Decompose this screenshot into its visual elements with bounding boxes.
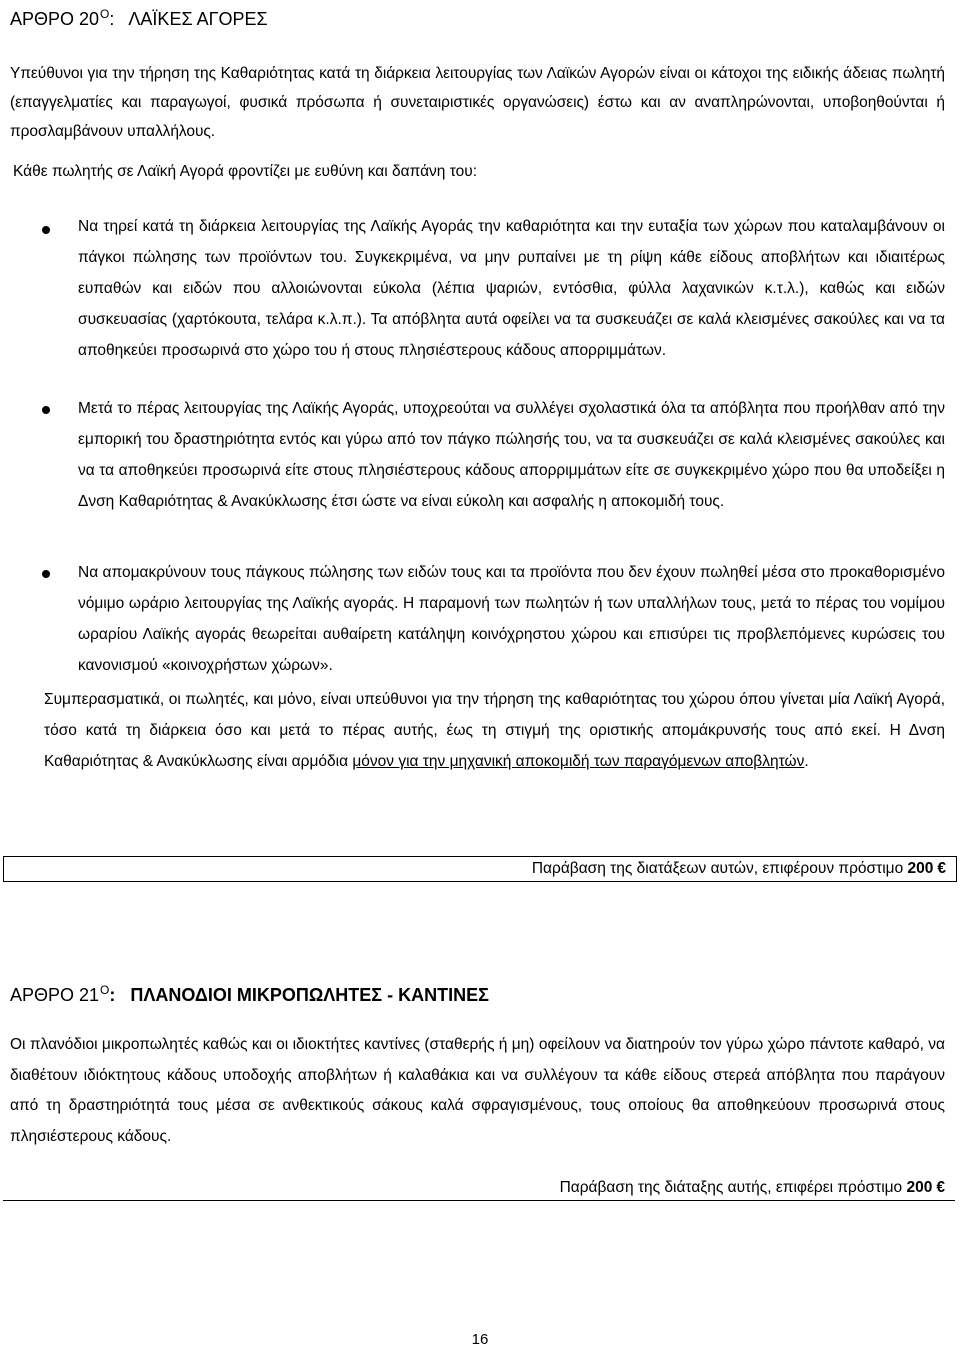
bullet-item-3: Να απομακρύνουν τους πάγκους πώλησης των ειδών τους και τα προϊόντα που δεν έχουν πωληθεί μέσα στο προκαθορισμένο νόμιμο ωράριο λειτουργίας της Λαϊκής αγοράς. Η παραμονή των πωλητών ή των υπαλλήλων τους, μετά το πέρας του νομίμου ωραρίου Λαϊκής αγοράς θεωρείται αυθαίρετη κατάληψη κοινόχρηστου χώρου και επισύρει τις προβλεπόμενες κυρώσεις του κανονισμού «κοινοχρήστων χώρων».	[78, 564, 945, 674]
article-20-intro: Υπεύθυνοι για την τήρηση της Καθαριότητας κατά τη διάρκεια λειτουργίας των Λαϊκών Αγορών είναι οι κάτοχοι της ειδικής άδειας πωλητή (επαγγελματίες και παραγωγοί, φυσικά πρόσωπα ή συνεταιριστικές οργανώσεις) έστω και αν αναπληρώνονται, υποβοηθούνται ή προσλαμβάνουν υπαλλήλους.	[10, 65, 945, 140]
article-20-ordinal: Ο	[100, 7, 110, 21]
bullet-dot-icon	[42, 406, 50, 414]
bullet-item-1: Να τηρεί κατά τη διάρκεια λειτουργίας της Λαϊκής Αγοράς την καθαριότητα και την ευταξία των χώρων που καταλαμβάνουν οι πάγκοι πώλησης των προϊόντων του. Συγκεκριμένα, να μην ρυπαίνει με τη ρίψη κάθε είδους αποβλήτων και ιδιαιτέρως ευπαθών και ειδών που αλλοιώνονται εύκολα (λέπια ψαριών, εντόσθια, φύλλα λαχανικών κ.τ.λ.), καθώς και ειδών συσκευασίας (χαρτόκουτα, τελάρα κ.λ.π.). Τα απόβλητα αυτά οφείλει να τα συσκευάζει σε καλά κλεισμένες σακούλες και να τα αποθηκεύει προσωρινά στο χώρο του ή στους πλησιέστερους κάδους απορριμμάτων.	[78, 218, 945, 359]
article-20-lead: Κάθε πωλητής σε Λαϊκή Αγορά φροντίζει με ευθύνη και δαπάνη του:	[13, 163, 478, 180]
euro-icon: €	[936, 1179, 945, 1196]
article-21-number: ΑΡΘΡΟ 21	[10, 985, 100, 1005]
article-21-ordinal: Ο	[100, 983, 110, 997]
article-21-heading	[10, 979, 489, 1006]
article-20-title: : ΛΑΪΚΕΣ ΑΓΟΡΕΣ	[109, 9, 268, 29]
euro-icon: €	[937, 860, 946, 877]
article-20-penalty	[3, 856, 957, 882]
article-20-heading	[10, 3, 268, 30]
summary-end: .	[804, 753, 809, 770]
article-20-number: ΑΡΘΡΟ 20	[10, 9, 100, 29]
bullet-dot-icon	[42, 226, 50, 234]
article-21-title: : ΠΛΑΝΟΔΙΟΙ ΜΙΚΡΟΠΩΛΗΤΕΣ - ΚΑΝΤΙΝΕΣ	[109, 985, 489, 1005]
penalty-amount: 200	[906, 1179, 933, 1196]
bullet-dot-icon	[42, 570, 50, 578]
bullet-item-2: Μετά το πέρας λειτουργίας της Λαϊκής Αγοράς, υποχρεούται να συλλέγει σχολαστικά όλα τα απόβλητα που προήλθαν από την εμπορική του δραστηριότητα εντός και γύρω από τον πάγκο πώλησής του, να τα συσκευάζει σε καλά κλεισμένες σακούλες και να τα αποθηκεύει προσωρινά είτε στους πλησιέστερους κάδους απορριμμάτων είτε σε συγκεκριμένο χώρο που θα υποδείξει η Δνση Καθαριότητας & Ανακύκλωσης έτσι ώστε να είναι εύκολη και ασφαλής η αποκομιδή τους.	[78, 400, 945, 510]
summary-text: Συμπερασματικά, οι πωλητές, και μόνο, είναι υπεύθυνοι για την τήρηση της καθαριότητας του χώρου όπου γίνεται μία Λαϊκή Αγορά, τόσο κατά τη διάρκεια όσο και μετά το πέρας αυτής, έως τη στιγμή της οριστικής απομάκρυνσής τους από εκεί. Η Δνση Καθαριότητας & Ανακύκλωσης είναι αρμόδια	[44, 691, 945, 770]
article-21-body: Οι πλανόδιοι μικροπωλητές καθώς και οι ιδιοκτήτες καντίνες (σταθερής ή μη) οφείλουν να διατηρούν τον γύρω χώρο πάντοτε καθαρό, να διαθέτουν ιδιόκτητους κάδους υποδοχής αποβλήτων ή καλαθάκια και να συλλέγουν τα κάθε είδους στερεά απόβλητα που παράγουν από τη δραστηριότητά τους μέσα σε ανθεκτικούς σάκους καλά σφραγισμένους, τους οποίους θα αποθηκεύουν προσωρινά στους πλησιέστερους κάδους.	[10, 1036, 945, 1145]
summary-underlined-text: μόνον για την μηχανική αποκομιδή των παραγόμενων αποβλητών	[352, 753, 805, 770]
penalty-amount: 200	[907, 860, 934, 877]
page-number: 16	[471, 1331, 489, 1348]
article-21-penalty	[3, 1176, 955, 1201]
penalty-text: Παράβαση της διατάξεων αυτών, επιφέρουν πρόστιμο	[531, 860, 908, 877]
penalty-text: Παράβαση της διάταξης αυτής, επιφέρει πρόστιμο	[559, 1179, 907, 1196]
article-20-summary	[44, 684, 945, 777]
